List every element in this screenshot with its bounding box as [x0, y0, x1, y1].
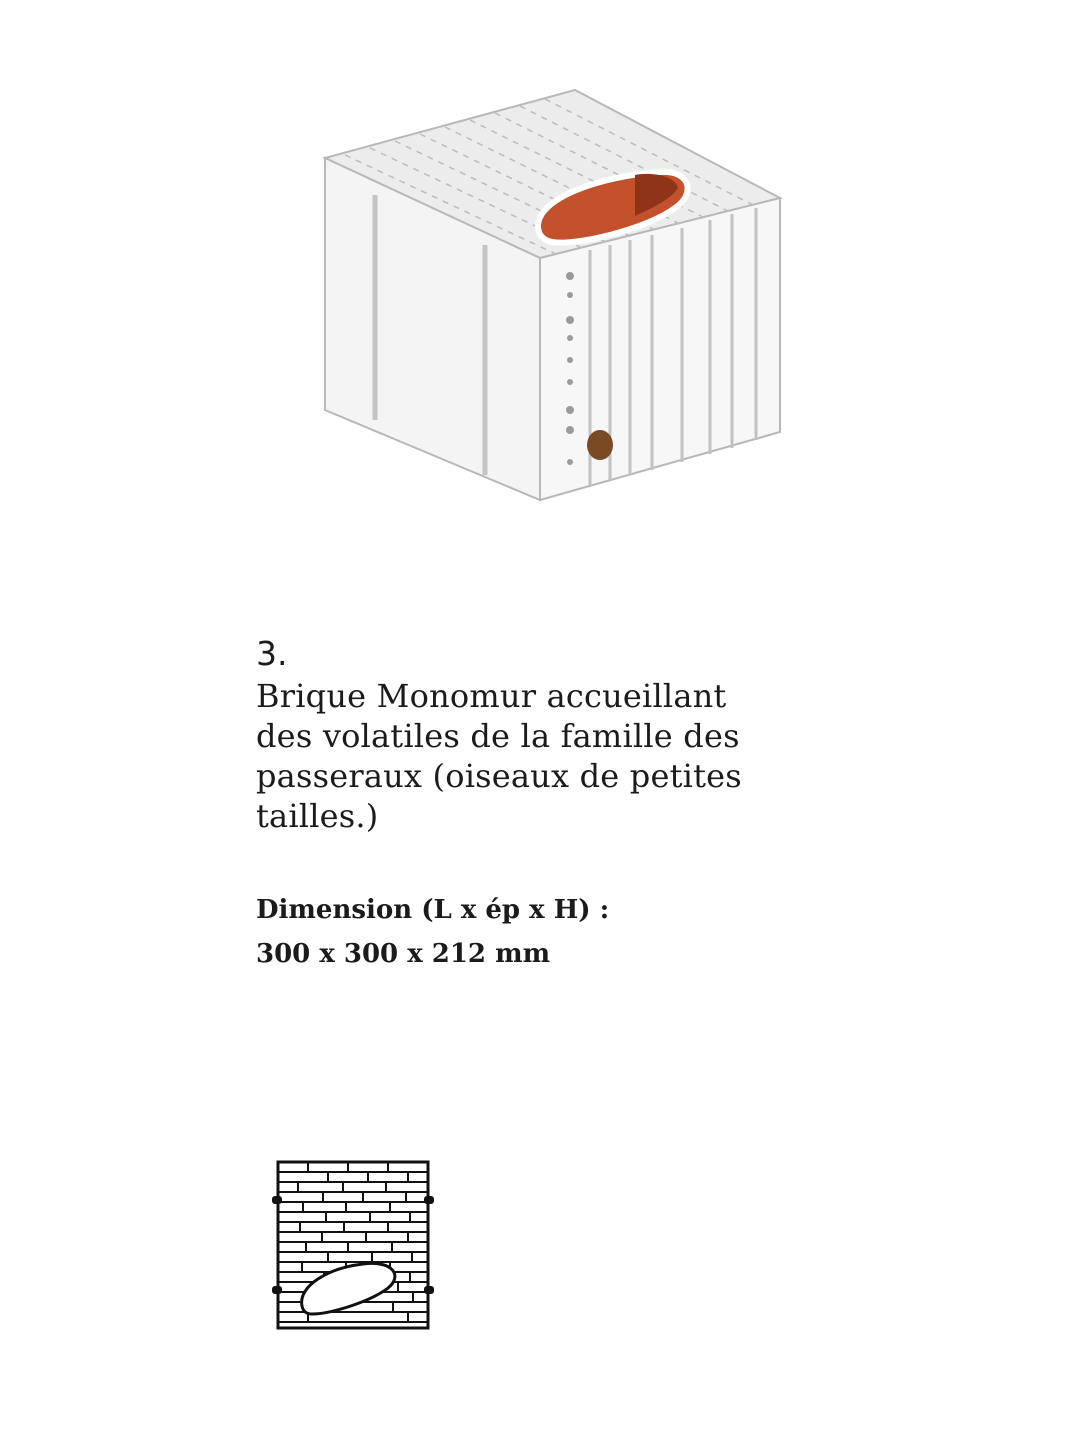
dimensions-value: 300 x 300 x 212 mm: [256, 939, 551, 969]
item-number: 3.: [256, 634, 288, 673]
brick-3d-illustration: [300, 80, 800, 520]
dimensions: [256, 888, 856, 976]
brick-plan-icon: [268, 1156, 438, 1336]
caption: [256, 632, 876, 836]
dimensions-label: Dimension (L x ép x H) :: [256, 895, 610, 925]
entrance-hole: [587, 430, 613, 460]
item-title: Brique Monomur accueillant des volatiles de la famille des passeraux (oiseaux de petites tailles.): [256, 677, 742, 835]
